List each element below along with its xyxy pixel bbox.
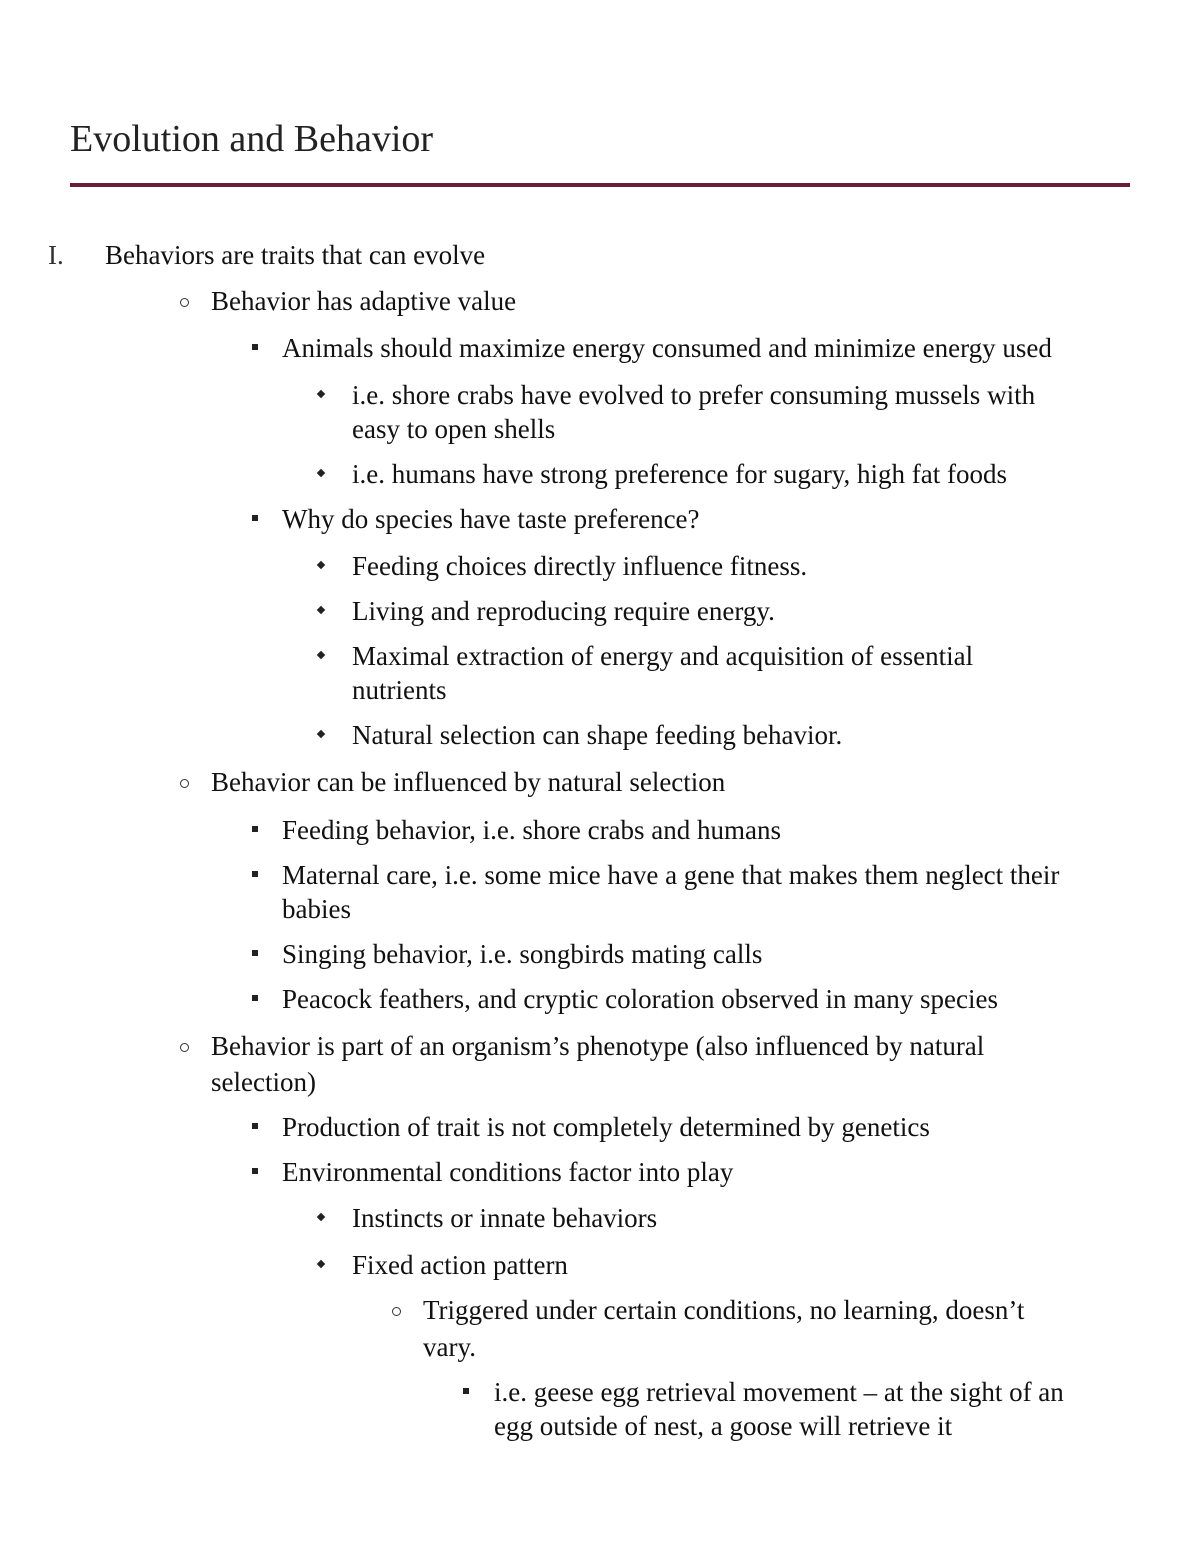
outline-item-c-cont: selection) (211, 1067, 316, 1097)
circle-bullet-icon (180, 779, 189, 788)
diamond-bullet-icon (317, 730, 325, 738)
outline-item-c2: Environmental conditions factor into play (282, 1157, 734, 1187)
diamond-bullet-icon (317, 606, 325, 614)
outline-item-c2-ii: Fixed action pattern (352, 1250, 568, 1280)
diamond-bullet-icon (317, 651, 325, 659)
circle-bullet-icon (392, 1307, 401, 1316)
outline-item-b3: Singing behavior, i.e. songbirds mating calls (282, 939, 763, 969)
square-bullet-icon (252, 1168, 258, 1174)
page-title: Evolution and Behavior (70, 118, 434, 160)
outline-item-c2-ii-a-1: i.e. geese egg retrieval movement – at the sight of an (494, 1377, 1064, 1407)
diamond-bullet-icon (317, 390, 325, 398)
section-number: I. (48, 240, 64, 270)
outline-item-b1: Feeding behavior, i.e. shore crabs and humans (282, 815, 782, 845)
square-bullet-icon (252, 950, 258, 956)
outline-item-a2-iii: Maximal extraction of energy and acquisition of essential (352, 641, 974, 671)
outline-item-a2-ii: Living and reproducing require energy. (352, 596, 775, 626)
outline-item-a2-iv: Natural selection can shape feeding behavior. (352, 720, 843, 750)
outline-item-a2-i: Feeding choices directly influence fitness. (352, 551, 808, 581)
title-divider (70, 183, 1130, 187)
square-bullet-icon (252, 1123, 258, 1129)
outline-item-c: Behavior is part of an organism’s phenotype (also influenced by natural (211, 1031, 985, 1061)
diamond-bullet-icon (317, 469, 325, 477)
outline-item-b2: Maternal care, i.e. some mice have a gene that makes them neglect their (282, 860, 1060, 890)
diamond-bullet-icon (317, 561, 325, 569)
outline-item-a: Behavior has adaptive value (211, 286, 517, 316)
outline-item-c2-ii-a-1-cont: egg outside of nest, a goose will retrieve it (494, 1411, 953, 1441)
outline-item-c1: Production of trait is not completely determined by genetics (282, 1112, 930, 1142)
circle-bullet-icon (180, 298, 189, 307)
diamond-bullet-icon (317, 1213, 325, 1221)
square-bullet-icon (252, 826, 258, 832)
outline-item-a1-i: i.e. shore crabs have evolved to prefer consuming mussels with (352, 380, 1036, 410)
outline-item-a1: Animals should maximize energy consumed and minimize energy used (282, 333, 1052, 363)
outline-item-c2-ii-a-cont: vary. (423, 1332, 476, 1362)
outline-item-a1-ii: i.e. humans have strong preference for sugary, high fat foods (352, 459, 1008, 489)
outline-item-a1-i-cont: easy to open shells (352, 414, 556, 444)
square-bullet-icon (463, 1388, 469, 1394)
section-heading: Behaviors are traits that can evolve (105, 240, 486, 270)
outline-item-b: Behavior can be influenced by natural selection (211, 767, 726, 797)
outline-item-b4: Peacock feathers, and cryptic coloration observed in many species (282, 984, 998, 1014)
outline-item-a2-iii-cont: nutrients (352, 675, 447, 705)
outline-item-a2: Why do species have taste preference? (282, 504, 700, 534)
diamond-bullet-icon (317, 1260, 325, 1268)
square-bullet-icon (252, 995, 258, 1001)
square-bullet-icon (252, 871, 258, 877)
square-bullet-icon (252, 515, 258, 521)
outline-item-c2-ii-a: Triggered under certain conditions, no learning, doesn’t (423, 1295, 1025, 1325)
circle-bullet-icon (180, 1043, 189, 1052)
square-bullet-icon (252, 344, 258, 350)
outline-item-b2-cont: babies (282, 894, 351, 924)
outline-item-c2-i: Instincts or innate behaviors (352, 1203, 658, 1233)
